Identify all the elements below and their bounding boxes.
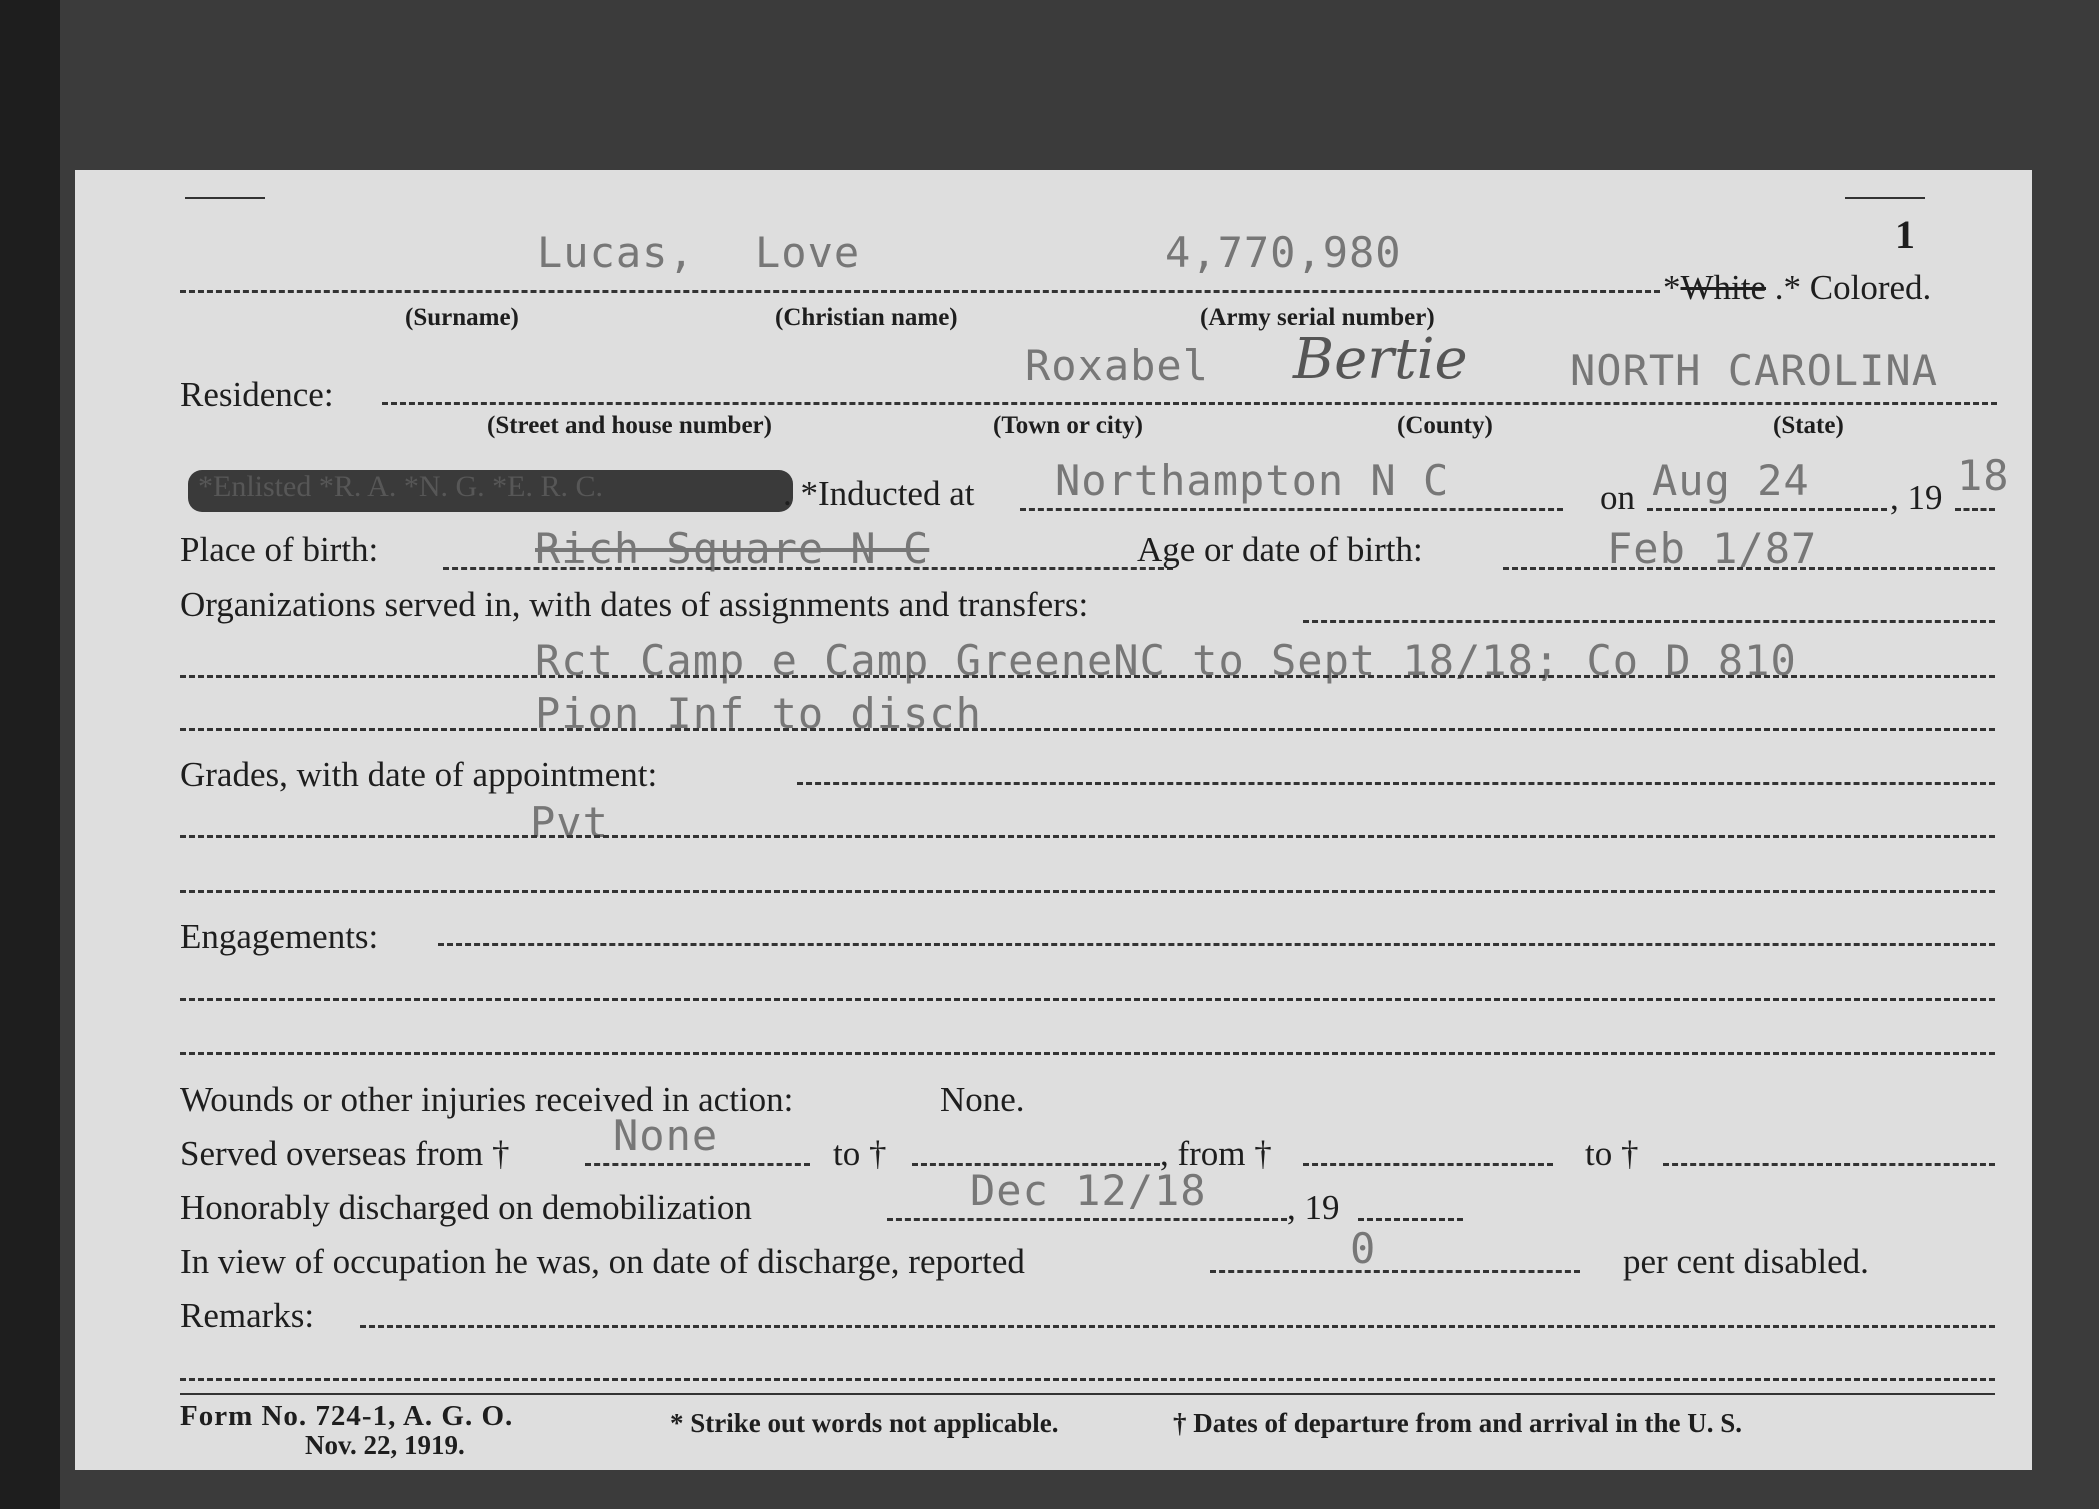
grades-value: Pvt: [530, 798, 609, 847]
place-of-birth-value: Rich Square N C: [535, 524, 930, 573]
christian-name-value: Love: [755, 228, 861, 277]
serial-number-value: 4,770,980: [1165, 228, 1402, 277]
inducted-date-line: [1647, 508, 1887, 511]
occupation-label: In view of occupation he was, on date of discharge, reported: [180, 1242, 1025, 1281]
grades-line-2: [180, 890, 1995, 893]
state-caption: (State): [1773, 412, 1844, 439]
town-value: Roxabel: [1025, 341, 1210, 390]
enlisted-struck-out: *Enlisted *R. A. *N. G. *E. R. C.: [188, 470, 793, 512]
overseas-to2-label: to †: [1585, 1134, 1639, 1173]
inducted-at-line: [1020, 508, 1563, 511]
wounds-value: None.: [940, 1080, 1025, 1119]
discharge-year-prefix: , 19: [1287, 1188, 1340, 1227]
place-of-birth-line: [443, 567, 1173, 570]
county-caption: (County): [1397, 412, 1493, 439]
organizations-line-1: [180, 675, 1995, 678]
grades-line-1: [180, 835, 1995, 838]
race-field: *White .* Colored.: [1663, 268, 1932, 307]
inducted-at-value: Northampton N C: [1055, 456, 1450, 505]
inducted-date-value: Aug 24: [1652, 456, 1810, 505]
percent-disabled-line: [1210, 1270, 1580, 1273]
serial-caption: (Army serial number): [1200, 304, 1435, 331]
top-right-rule: [1845, 197, 1925, 199]
place-of-birth-label: Place of birth:: [180, 530, 379, 569]
overseas-to2-line: [1663, 1163, 1995, 1166]
strike-out-note: * Strike out words not applicable.: [670, 1408, 1059, 1438]
remarks-line-0: [360, 1325, 1995, 1328]
on-label: on: [1600, 478, 1635, 517]
town-caption: (Town or city): [993, 412, 1143, 439]
grades-label: Grades, with date of appointment:: [180, 755, 658, 794]
footer-rule: [180, 1393, 1995, 1395]
name-line: [180, 290, 1660, 293]
organizations-value-1: Rct Camp e Camp GreeneNC to Sept 18/18; Co D 810: [535, 636, 1797, 685]
organizations-line-2: [180, 728, 1995, 731]
wounds-label: Wounds or other injuries received in action:: [180, 1080, 794, 1119]
remarks-label: Remarks:: [180, 1296, 315, 1335]
engagements-label: Engagements:: [180, 917, 379, 956]
surname-value: Lucas,: [537, 228, 695, 277]
honorably-discharged-label: Honorably discharged on demobilization: [180, 1188, 752, 1227]
percent-disabled-value: 0: [1350, 1224, 1377, 1273]
grades-line-0: [797, 782, 1995, 785]
race-colored: Colored.: [1809, 268, 1932, 307]
overseas-from2-label: , from †: [1160, 1134, 1272, 1173]
residence-line: [382, 402, 1997, 405]
overseas-from-value: None: [613, 1111, 719, 1160]
residence-label: Residence:: [180, 375, 334, 414]
inducted-at-label: . *Inducted at: [783, 474, 975, 513]
christian-name-caption: (Christian name): [775, 304, 958, 331]
service-record-card: [75, 170, 2032, 1470]
engagements-line-0: [438, 943, 1995, 946]
date-of-birth-value: Feb 1/87: [1607, 524, 1818, 573]
engagements-line-1: [180, 998, 1995, 1001]
date-of-birth-line: [1503, 567, 1995, 570]
scan-dark-edge: [0, 0, 60, 1509]
card-number: 1: [1895, 212, 1915, 257]
organizations-label: Organizations served in, with dates of assignments and transfers:: [180, 585, 1089, 624]
age-label: Age or date of birth:: [1137, 530, 1423, 569]
state-value: NORTH CAROLINA: [1570, 346, 1939, 395]
county-handwritten: Bertie: [1293, 327, 1468, 392]
overseas-to-label: to †: [833, 1134, 887, 1173]
race-white-struck: White: [1680, 268, 1767, 307]
street-caption: (Street and house number): [487, 412, 772, 439]
inducted-year-line: [1955, 508, 1995, 511]
served-overseas-label: Served overseas from †: [180, 1134, 510, 1173]
overseas-from-line: [585, 1163, 810, 1166]
percent-disabled-label: per cent disabled.: [1623, 1242, 1869, 1281]
remarks-line-1: [180, 1378, 1995, 1381]
discharge-date-line: [887, 1218, 1287, 1221]
top-left-rule: [185, 197, 265, 199]
engagements-line-2: [180, 1052, 1995, 1055]
discharge-year-line: [1358, 1218, 1463, 1221]
dates-note: † Dates of departure from and arrival in the U. S.: [1173, 1408, 1742, 1438]
organizations-value-2: Pion Inf to disch: [535, 689, 982, 738]
form-number: Form No. 724-1, A. G. O.: [180, 1400, 514, 1432]
form-date: Nov. 22, 1919.: [305, 1430, 465, 1460]
inducted-year-value: 18: [1957, 451, 2010, 500]
organizations-line-0: [1303, 620, 1995, 623]
surname-caption: (Surname): [405, 304, 519, 331]
year-prefix: , 19: [1890, 478, 1943, 517]
overseas-from2-line: [1303, 1163, 1553, 1166]
discharge-date-value: Dec 12/18: [970, 1166, 1207, 1215]
